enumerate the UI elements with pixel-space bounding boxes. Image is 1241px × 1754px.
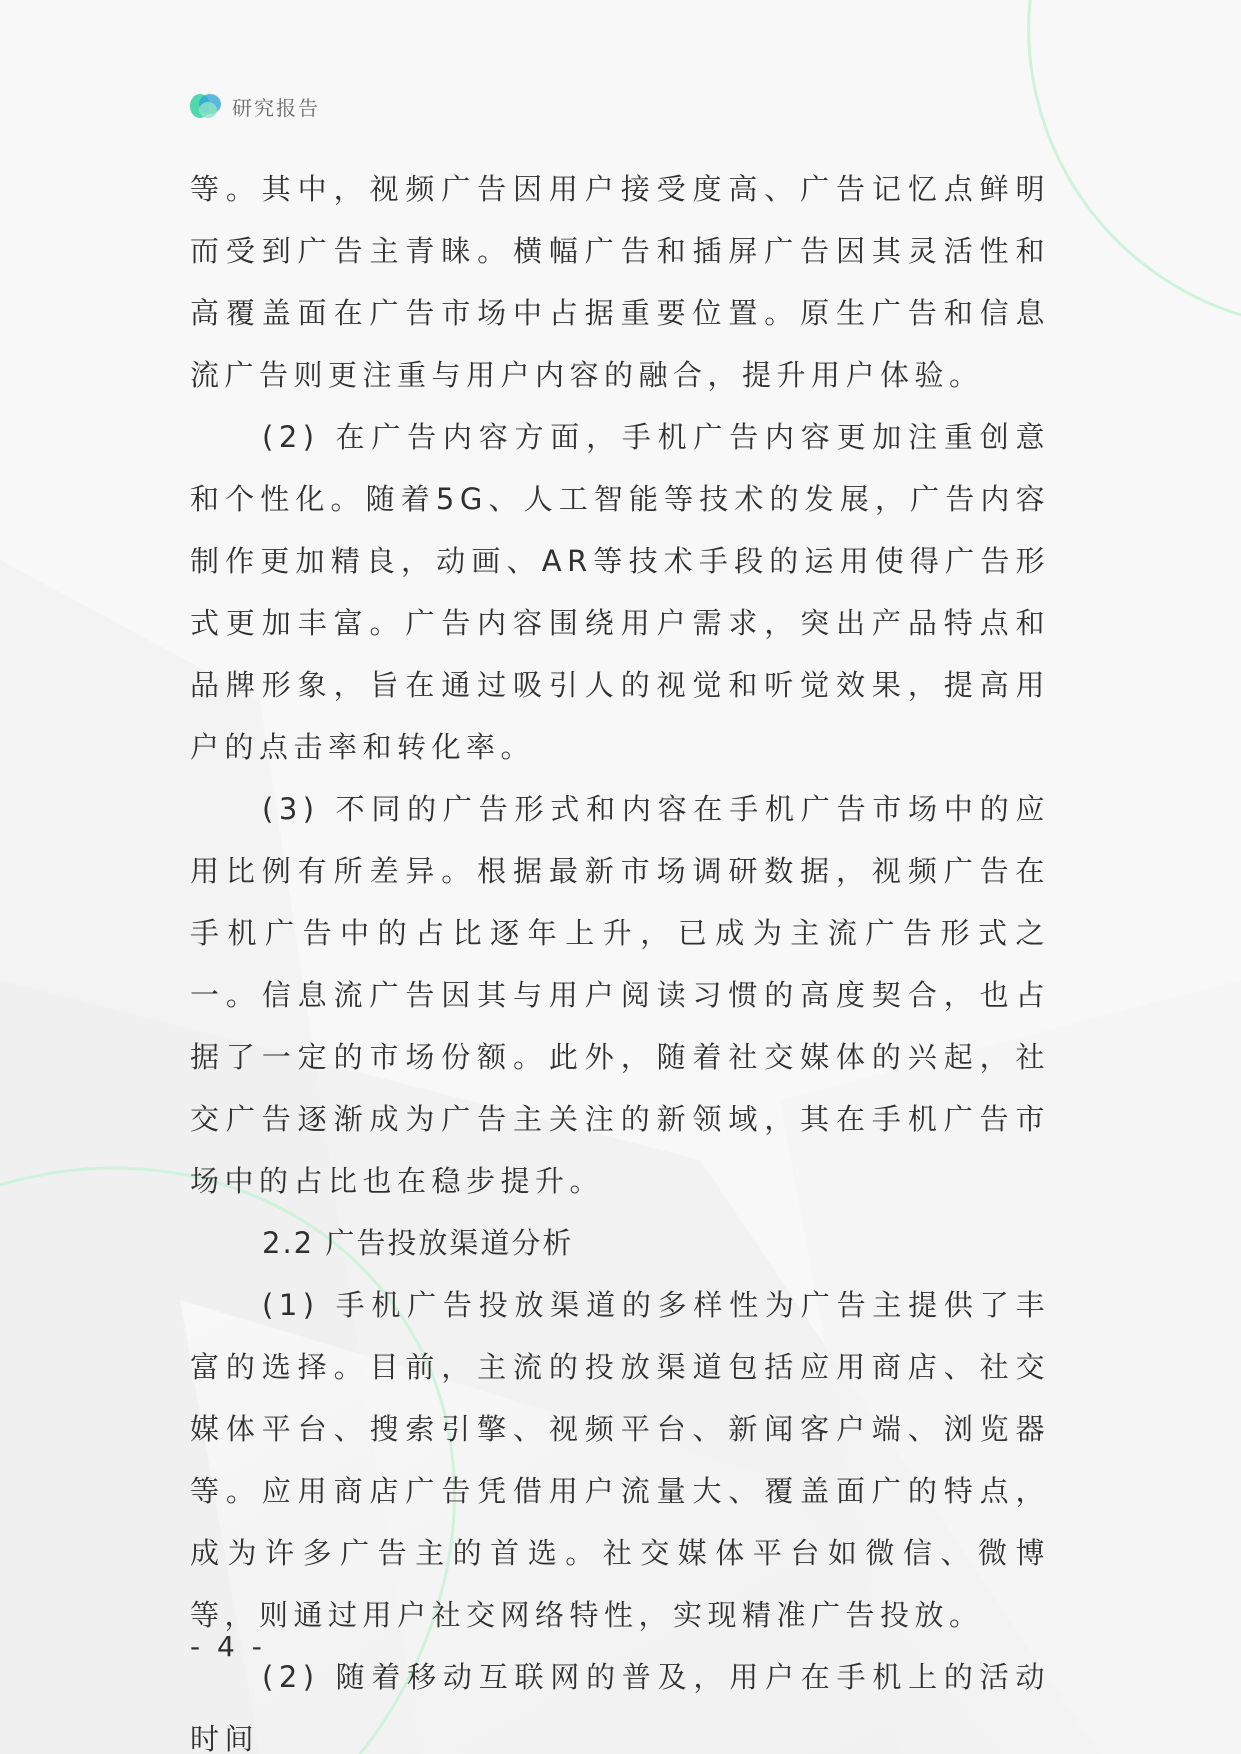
header-title: 研究报告 (232, 95, 320, 120)
document-body (190, 158, 1050, 1754)
document-header (188, 88, 320, 124)
paragraph-content-aspect: (2) 在广告内容方面，手机广告内容更加注重创意和个性化。随着5G、人工智能等技术的发展，广告内容制作更加精良，动画、AR等技术手段的运用使得广告形式更加丰富。广告内容围绕用户需求，突出产品特点和品牌形象，旨在通过吸引人的视觉和听觉效果，提高用户的点击率和转化率。 (190, 420, 1050, 764)
paragraph-application-ratio: (3) 不同的广告形式和内容在手机广告市场中的应用比例有所差异。根据最新市场调研数据，视频广告在手机广告中的占比逐年上升，已成为主流广告形式之一。信息流广告因其与用户阅读习惯的高度契合，也占据了一定的市场份额。此外，随着社交媒体的兴起，社交广告逐渐成为广告主关注的新领域，其在手机广告市场中的占比也在稳步提升。 (190, 792, 1050, 1198)
paragraph-channel-diversity: (1) 手机广告投放渠道的多样性为广告主提供了丰富的选择。目前，主流的投放渠道包括应用商店、社交媒体平台、搜索引擎、视频平台、新闻客户端、浏览器等。应用商店广告凭借用户流量大、覆盖面广的特点，成为许多广告主的首选。社交媒体平台如微信、微博等，则通过用户社交网络特性，实现精准广告投放。 (190, 1288, 1050, 1632)
section-heading: 2.2 广告投放渠道分析 (262, 1226, 574, 1260)
page-number: - 4 - (190, 1630, 266, 1663)
paragraph-mobile-internet: (2) 随着移动互联网的普及，用户在手机上的活动时间 (190, 1660, 1050, 1754)
paragraph-continuation: 等。其中，视频广告因用户接受度高、广告记忆点鲜明而受到广告主青睐。横幅广告和插屏广告因其灵活性和高覆盖面在广告市场中占据重要位置。原生广告和信息流广告则更注重与用户内容的融合，提升用户体验。 (190, 172, 1050, 392)
logo-icon (188, 88, 224, 124)
arc-top-right (1029, 0, 1241, 315)
